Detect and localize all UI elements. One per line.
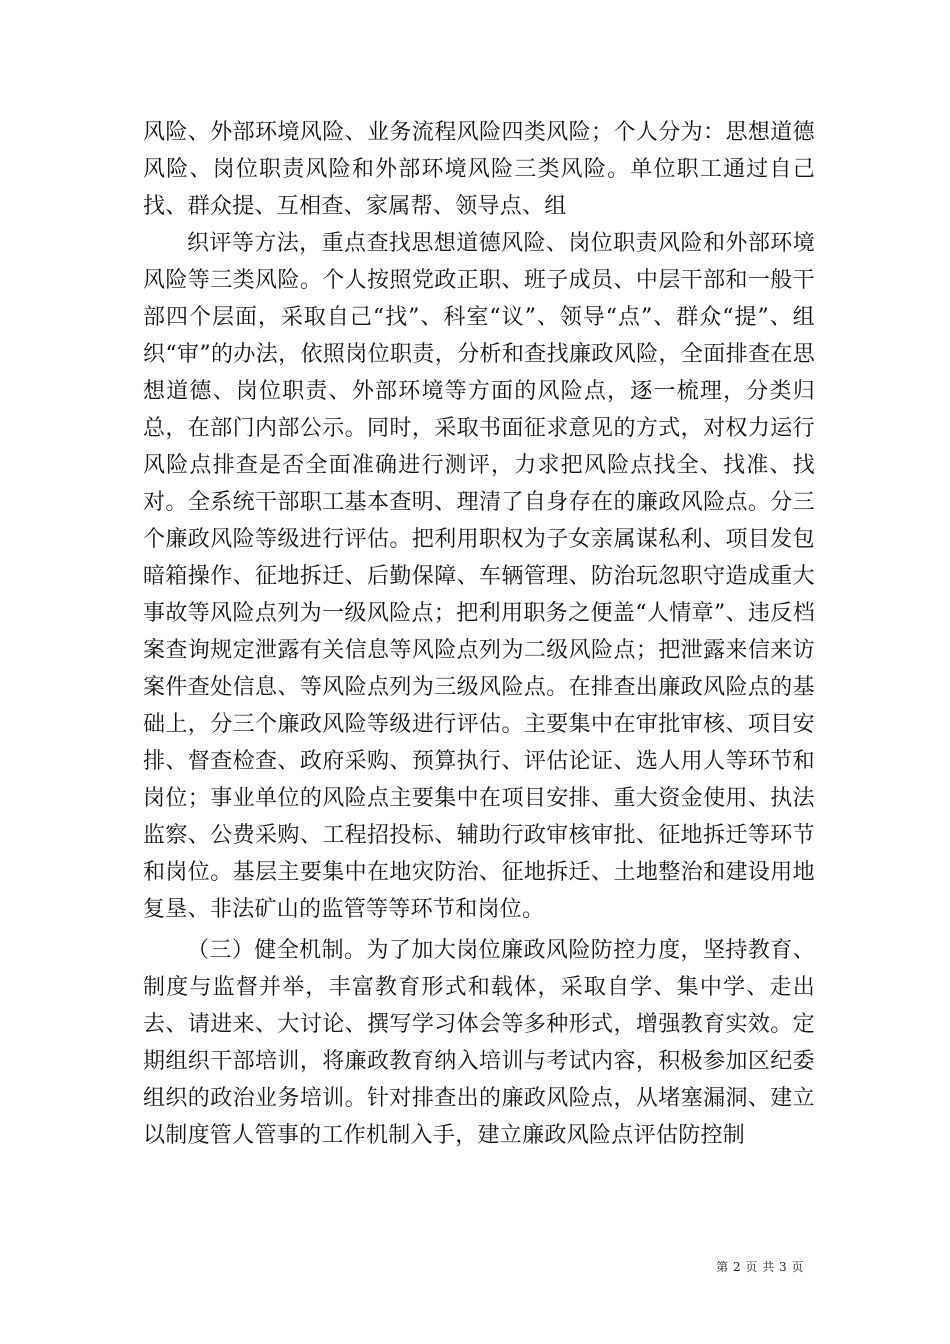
paragraph-2: 织评等方法，重点查找思想道德风险、岗位职责风险和外部环境风险等三类风险。个人按照党政正职、班子成员、中层干部和一般干部四个层面，采取自己“找”、科室“议”、领导“点”、群众“提”、组织“审”的办法，依照岗位职责，分析和查找廉政风险，全面排查在思想道德、岗位职责、外部环境等方面的风险点，逐一梳理，分类归总，在部门内部公示。同时，采取书面征求意见的方式，对权力运行风险点排查是否全面准确进行测评，力求把风险点找全、找准、找对。全系统干部职工基本查明、理清了自身存在的廉政风险点。分三个廉政风险等级进行评估。把利用职权为子女亲属谋私利、项目发包暗箱操作、征地拆迁、后勤保障、车辆管理、防治玩忽职守造成重大事故等风险点列为一级风险点；把利用职务之便盖“人情章”、违反档案查询规定泄露有关信息等风险点列为二级风险点；把泄露来信来访案件查处信息、等风险点列为三级风险点。在排查出廉政风险点的基础上，分三个廉政风险等级进行评估。主要集中在审批审核、项目安排、督查检查、政府采购、预算执行、评估论证、选人用人等环节和岗位；事业单位的风险点主要集中在项目安排、重大资金使用、执法监察、公费采购、工程招投标、辅助行政审核审批、征地拆迁等环节和岗位。基层主要集中在地灾防治、征地拆迁、土地整治和建设用地复垦、非法矿山的监管等等环节和岗位。	[143, 231, 815, 922]
page-number-footer: 第 2 页 共 3 页	[716, 1260, 804, 1274]
document-body	[143, 114, 815, 1154]
paragraph-3: （三）健全机制。为了加大岗位廉政风险防控力度，坚持教育、制度与监督并举，丰富教育形式和载体，采取自学、集中学、走出去、请进来、大讨论、撰写学习体会等多种形式，增强教育实效。定期组织干部培训，将廉政教育纳入培训与考试内容，积极参加区纪委组织的政治业务培训。针对排查出的廉政风险点，从堵塞漏洞、建立以制度管人管事的工作机制入手，建立廉政风险点评估防控制	[143, 938, 815, 1148]
paragraph-1: 风险、外部环境风险、业务流程风险四类风险；个人分为：思想道德风险、岗位职责风险和外部环境风险三类风险。单位职工通过自己找、群众提、互相查、家属帮、领导点、组	[143, 120, 815, 219]
